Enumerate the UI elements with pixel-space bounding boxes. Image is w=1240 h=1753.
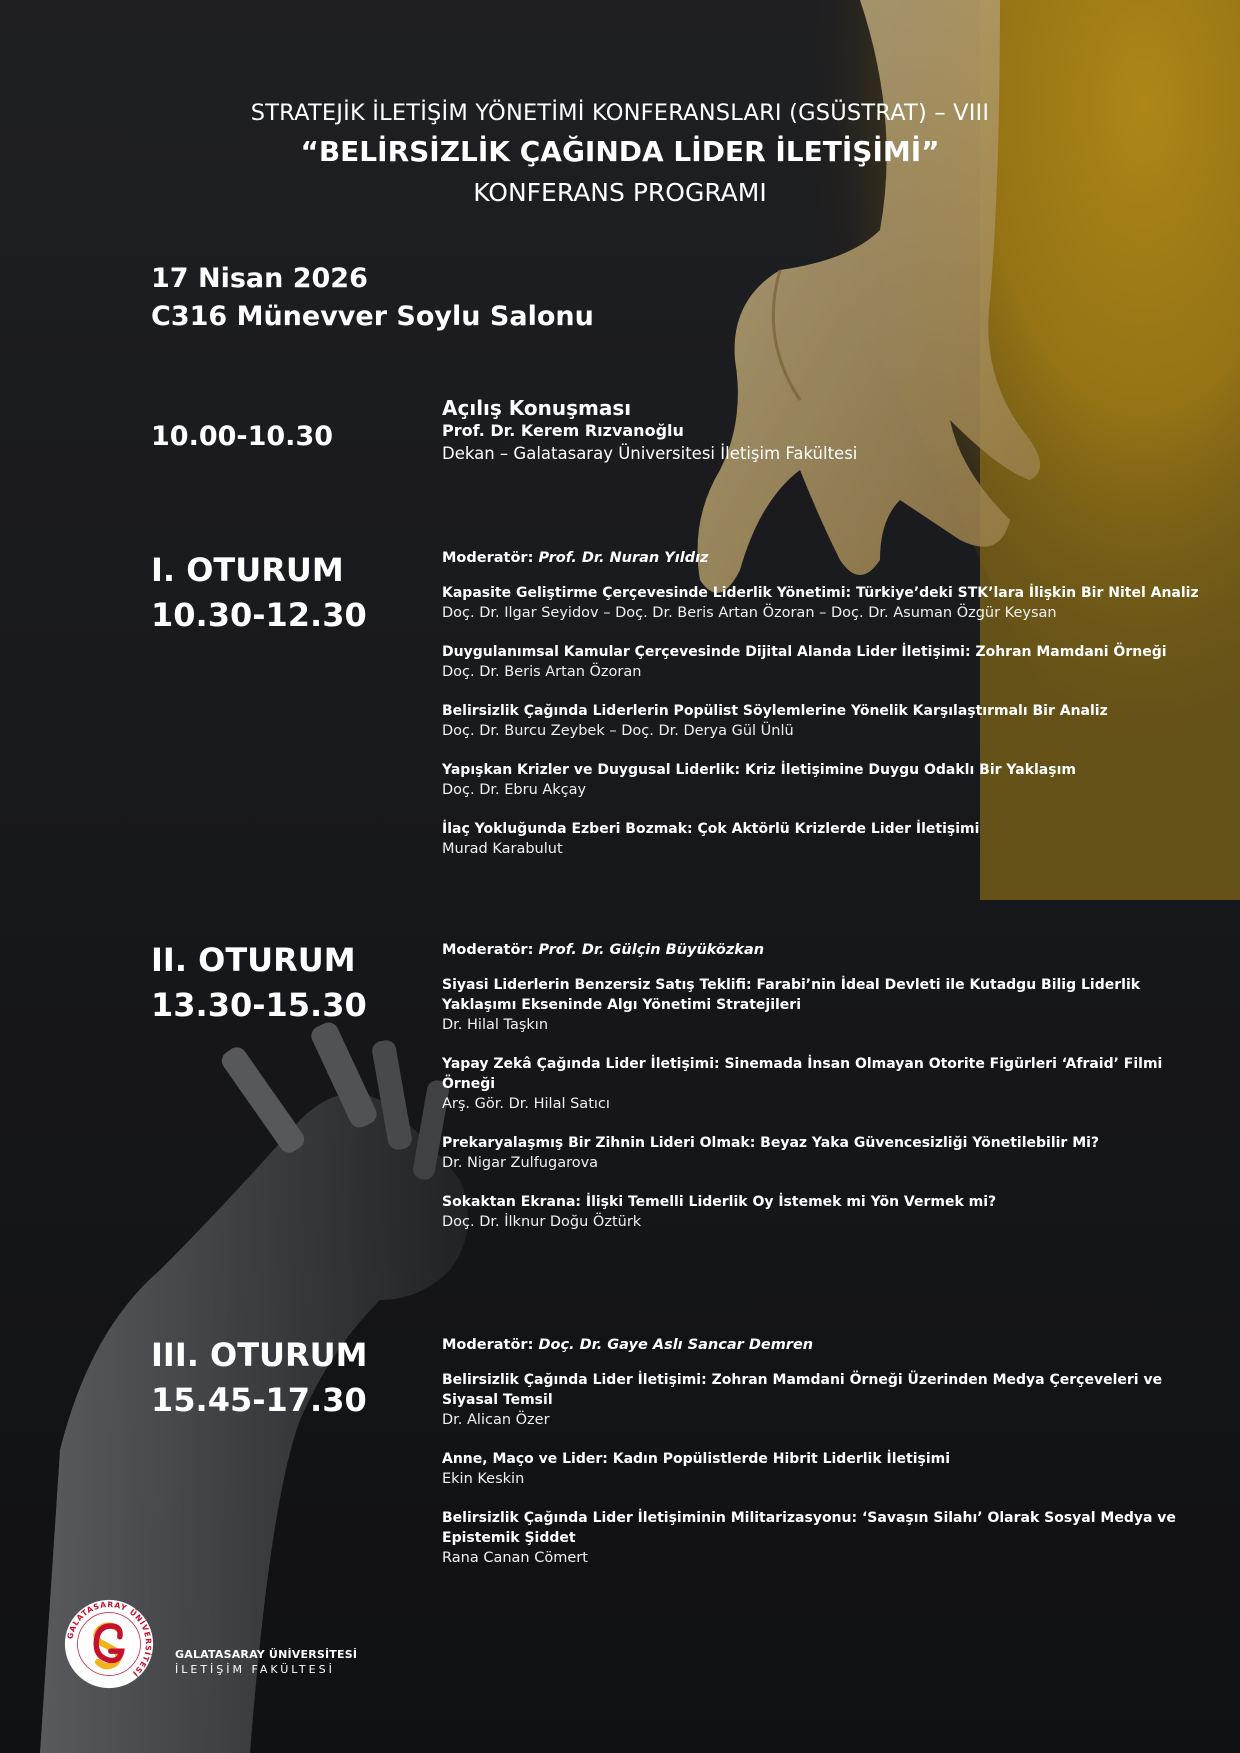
opening-speaker-role: Dekan – Galatasaray Üniversitesi İletişim Fakültesi: [442, 444, 858, 463]
session-moderator: [442, 942, 1202, 958]
event-info: [151, 260, 594, 336]
session-name: I. OTURUM: [151, 551, 344, 589]
moderator-name: Doç. Dr. Gaye Aslı Sancar Demren: [538, 1337, 814, 1353]
session-time: 10.30-12.30: [151, 596, 367, 634]
university-name: GALATASARAY ÜNİVERSİTESİ: [175, 1648, 358, 1661]
institution-name: [175, 1647, 357, 1677]
talk-authors: Doç. Dr. Ilgar Seyidov – Doç. Dr. Beris Artan Özoran – Doç. Dr. Asuman Özgür Keysan: [442, 605, 1057, 621]
talk-title: Yapışkan Krizler ve Duygusal Liderlik: Kriz İletişimine Duygu Odaklı Bir Yaklaşım: [442, 762, 1076, 778]
moderator-name: Prof. Dr. Nuran Yıldız: [538, 550, 709, 566]
event-venue: C316 Münevver Soylu Salonu: [151, 301, 594, 332]
event-date: 17 Nisan 2026: [151, 263, 368, 294]
talk-item: [442, 819, 1202, 859]
talk-title: Yapay Zekâ Çağında Lider İletişimi: Sinemada İnsan Olmayan Otorite Figürleri ‘Afraid’ Filmi Örneği: [442, 1056, 1163, 1092]
talk-title: Prekaryalaşmış Bir Zihnin Lideri Olmak: Beyaz Yaka Güvencesizliği Yönetilebilir Mi?: [442, 1135, 1100, 1151]
talk-title: Belirsizlik Çağında Lider İletişiminin Militarizasyonu: ‘Savaşın Silahı’ Olarak Sosyal Medya ve Epistemik Şiddet: [442, 1510, 1176, 1546]
talk-authors: Rana Canan Cömert: [442, 1550, 588, 1566]
talk-authors: Arş. Gör. Dr. Hilal Satıcı: [442, 1096, 610, 1112]
galatasaray-university-seal-icon: [64, 1599, 154, 1689]
session-name: II. OTURUM: [151, 941, 356, 979]
talk-title: Belirsizlik Çağında Lider İletişimi: Zohran Mamdani Örneği Üzerinden Medya Çerçeveleri ve Siyasal Temsil: [442, 1372, 1163, 1408]
session-moderator: [442, 1337, 1202, 1353]
talk-item: [442, 1192, 1202, 1232]
session-3-heading: [151, 1333, 368, 1423]
session-name: III. OTURUM: [151, 1336, 368, 1374]
talk-item: [442, 642, 1202, 682]
session-1-heading: [151, 548, 367, 638]
talk-item: [442, 701, 1202, 741]
talk-item: [442, 1370, 1202, 1430]
program-title: KONFERANS PROGRAMI: [473, 178, 767, 207]
talk-authors: Dr. Hilal Taşkın: [442, 1017, 549, 1033]
talk-authors: Dr. Alican Özer: [442, 1412, 550, 1428]
talk-item: [442, 1054, 1202, 1114]
talk-title: Duygulanımsal Kamular Çerçevesinde Dijital Alanda Lider İletişimi: Zohran Mamdani Örneği: [442, 644, 1167, 660]
opening-time: 10.00-10.30: [151, 421, 334, 452]
talk-authors: Ekin Keskin: [442, 1471, 525, 1487]
talk-item: [442, 1449, 1202, 1489]
opening-title: Açılış Konuşması: [442, 396, 632, 420]
moderator-label: Moderatör:: [442, 942, 534, 958]
talk-authors: Murad Karabulut: [442, 841, 563, 857]
session-2-program: [442, 942, 1202, 1251]
logo-text: GALATASARAY ÜNİVERSİTESİ: [65, 1599, 154, 1679]
talk-title: Belirsizlik Çağında Liderlerin Popülist Söylemlerine Yönelik Karşılaştırmalı Bir Analiz: [442, 703, 1108, 719]
talk-item: [442, 583, 1202, 623]
moderator-label: Moderatör:: [442, 1337, 534, 1353]
talk-authors: Doç. Dr. Ebru Akçay: [442, 782, 587, 798]
talk-title: Sokaktan Ekrana: İlişki Temelli Liderlik Oy İstemek mi Yön Vermek mi?: [442, 1194, 997, 1210]
conference-series-title: STRATEJİK İLETİŞİM YÖNETİMİ KONFERANSLARI (GSÜSTRAT) – VIII: [250, 100, 990, 126]
talk-item: [442, 975, 1202, 1035]
talk-title: Siyasi Liderlerin Benzersiz Satış Teklifi: Farabi’nin İdeal Devleti ile Kutadgu Bilig Liderlik Yaklaşımı Ekseninde Algı Yönetimi Stratejileri: [442, 977, 1141, 1013]
moderator-name: Prof. Dr. Gülçin Büyüközkan: [538, 942, 765, 958]
opening-block: [442, 396, 857, 466]
talk-item: [442, 760, 1202, 800]
talk-authors: Doç. Dr. Burcu Zeybek – Doç. Dr. Derya Gül Ünlü: [442, 723, 794, 739]
talk-title: Anne, Maço ve Lider: Kadın Popülistlerde Hibrit Liderlik İletişimi: [442, 1451, 951, 1467]
talk-item: [442, 1508, 1202, 1568]
talk-authors: Dr. Nigar Zulfugarova: [442, 1155, 599, 1171]
session-1-program: [442, 550, 1202, 878]
session-time: 15.45-17.30: [151, 1381, 367, 1419]
session-moderator: [442, 550, 1202, 566]
session-2-heading: [151, 938, 367, 1028]
moderator-label: Moderatör:: [442, 550, 534, 566]
session-time: 13.30-15.30: [151, 986, 367, 1024]
talk-item: [442, 1133, 1202, 1173]
opening-speaker: Prof. Dr. Kerem Rızvanoğlu: [442, 421, 684, 440]
faculty-name: İLETİŞİM FAKÜLTESİ: [175, 1663, 335, 1676]
talk-authors: Doç. Dr. Beris Artan Özoran: [442, 664, 642, 680]
session-3-program: [442, 1337, 1202, 1587]
talk-title: İlaç Yokluğunda Ezberi Bozmak: Çok Aktörlü Krizlerde Lider İletişimi: [442, 821, 980, 837]
talk-title: Kapasite Geliştirme Çerçevesinde Liderlik Yönetimi: Türkiye’deki STK’lara İlişkin Bir Nitel Analiz: [442, 585, 1199, 601]
conference-theme-title: “BELİRSİZLİK ÇAĞINDA LİDER İLETİŞİMİ”: [300, 135, 940, 168]
talk-authors: Doç. Dr. İlknur Doğu Öztürk: [442, 1214, 642, 1230]
